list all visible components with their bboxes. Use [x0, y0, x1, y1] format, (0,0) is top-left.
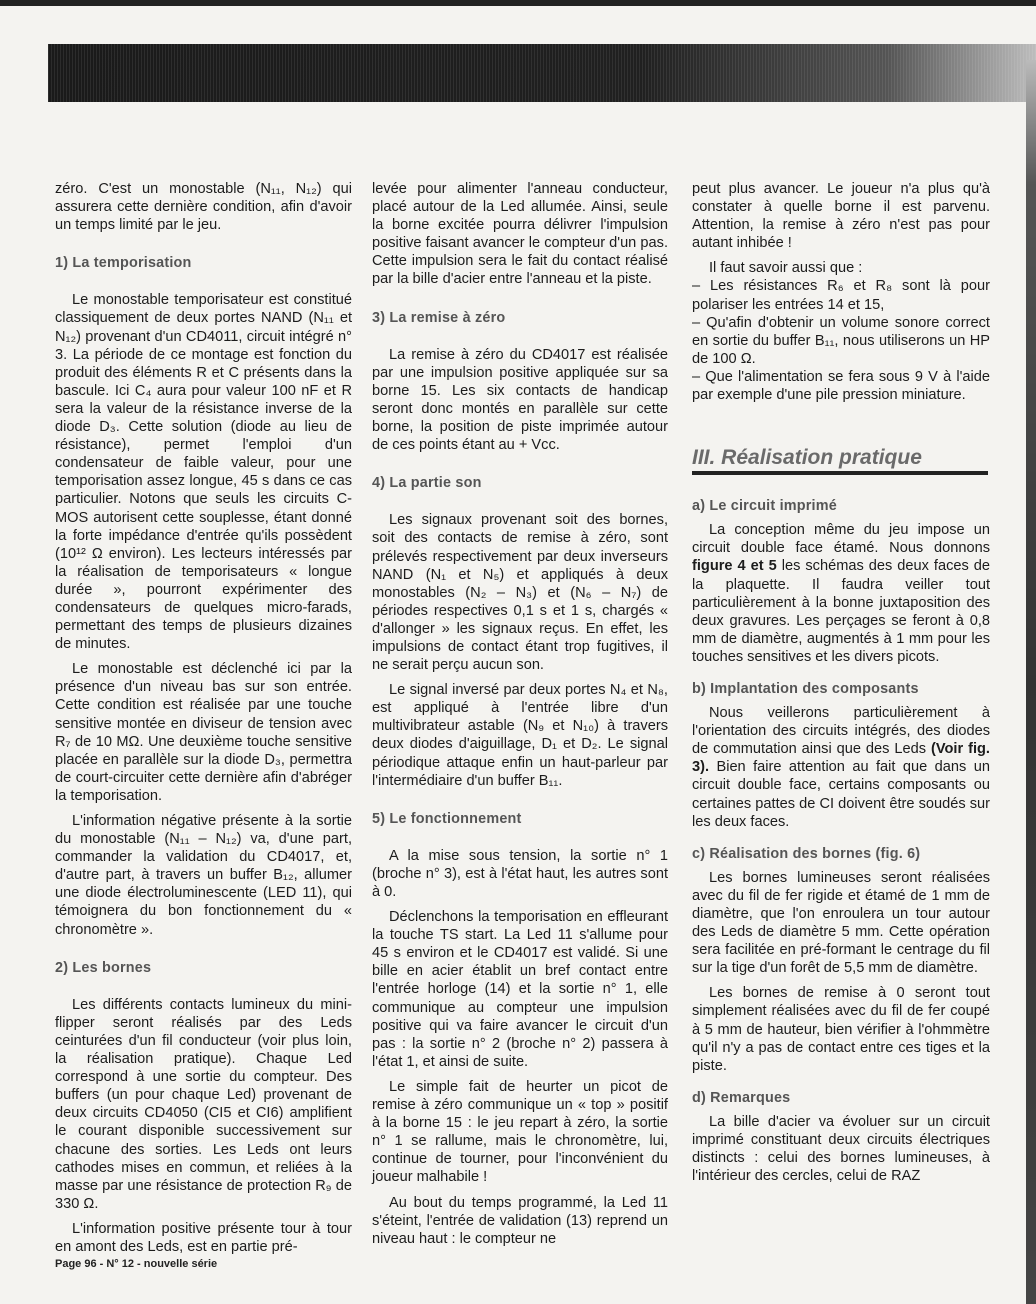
column-2: [372, 180, 668, 1255]
section-heading-bornes: 2) Les bornes: [55, 959, 152, 976]
paragraph: Le signal inversé par deux portes N₄ et N₈, est appliqué à l'entrée libre d'un multivibrateur astable (N₉ et N₁₀) à travers deux diodes d'aiguillage, D₁ et D₂. Le signal périodique attaque enfin un haut-parleur par l'intermédiaire d'un buffer B₁₁.: [372, 682, 668, 789]
paragraph: Il faut savoir aussi que :: [709, 260, 863, 277]
section-heading-remarques: d) Remarques: [692, 1089, 791, 1106]
list-item: – Les résistances R₆ et R₈ sont là pour polariser les entrées 14 et 15,: [692, 278, 990, 313]
paragraph: La remise à zéro du CD4017 est réalisée par une impulsion positive appliquée sur sa borne 15. Les six contacts de handicap seront donc montés en parallèle sur cette borne, la position de piste imprimée autour de ces points étant au + Vcc.: [372, 346, 668, 454]
header-banner-image: [48, 44, 1036, 102]
section-heading-remise-a-zero: 3) La remise à zéro: [372, 309, 506, 326]
figure-reference: figure 4 et 5: [692, 558, 777, 575]
paragraph: Le monostable temporisateur est constitué classiquement de deux portes NAND (N₁₁ et N₁₂) provenant d'un CD4011, circuit intégré n° 3. La période de ce montage est fonction du produit des éléments R et C présents dans la bascule. Ici C₄ aura pour valeur 100 nF et R sera la valeur de la résistance inverse de la diode D₃. Cette solution (diode au lieu de résistance), permet l'emploi d'un condensateur de faible valeur, pour une temporisation assez longue, 45 s dans ce cas particulier. Notons que seuls les circuits C-MOS autorisent cette souplesse, étant donné la forte impédance d'entrée qu'ils possèdent (10¹² Ω environ). Les lecteurs intéressés par la réalisation de temporisateurs « longue durée », pourront expérimenter des condensateurs de quelques micro-farads, permettant des temps de plusieurs dizaines de minutes.: [55, 292, 352, 653]
paragraph: peut plus avancer. Le joueur n'a plus qu'à constater à quelle borne il est parvenu. Attention, la remise à zéro n'est pas pour autant inhibée !: [692, 181, 990, 252]
figure-reference: (Voir fig. 3).: [692, 741, 990, 776]
page-footer: Page 96 - N° 12 - nouvelle série: [55, 1258, 218, 1270]
paragraph: Au bout du temps programmé, la Led 11 s'éteint, l'entrée de validation (13) reprend un niveau haut : le compteur ne: [372, 1194, 668, 1247]
section-heading-temporisation: 1) La temporisation: [55, 255, 192, 272]
paragraph: Le simple fait de heurter un picot de remise à zéro communique un « top » positif à la borne 15 : le jeu repart à zéro, la sortie n° 1 se rallume, mais le chronomètre, lui, continue de tourner, pour l'inconvénient du joueur malhabile !: [372, 1078, 668, 1186]
paragraph: zéro. C'est un monostable (N₁₁, N₁₂) qui assurera cette dernière condition, afin d'avoir un temps limité par le jeu.: [55, 181, 352, 234]
paragraph: Les différents contacts lumineux du mini-flipper seront réalisés par des Leds ceinturées d'un fil conducteur (voir plus loin, la réalisation pratique). Chaque Led correspond à une sortie du compteur. Des buffers (un pour chaque Led) provenant de deux circuits CD4050 (CI5 et CI6) amplifient le courant disponible successivement sur chacune des sorties. Les Leds ont leurs cathodes mises en commun, et reliées à la masse par une résistance de protection R₉ de 330 Ω.: [55, 996, 352, 1212]
paragraph: Le monostable est déclenché ici par la présence d'un niveau bas sur son entrée. Cette condition est réalisée par une touche sensitive montée en diviseur de tension avec R₇ de 10 MΩ. Une deuxième touche sensitive placée en parallèle sur la diode D₃, permettra de court-circuiter cette dernière afin d'abréger la temporisation.: [55, 661, 352, 804]
paragraph: levée pour alimenter l'anneau conducteur, placé autour de la Led allumée. Ainsi, seule la borne excitée pourra délivrer l'impulsion positive faisant avancer le compteur d'un pas. Cette impulsion sera le fait du contact réalisé par la bille d'acier entre l'anneau et la piste.: [372, 181, 668, 288]
section-heading-fonctionnement: 5) Le fonctionnement: [372, 810, 522, 827]
paragraph: Déclenchons la temporisation en effleurant la touche TS start. La Led 11 s'allume pour 45 s environ et le CD4017 est validé. Si une bille en acier établit un bref contact entre l'entrée horloge (14) et la sortie n° 1, elle communique au compteur une impulsion positive qui va faire avancer le circuit d'un pas : la sortie n° 2 (broche n° 2) passera à l'état 1, et ainsi de suite.: [372, 909, 668, 1070]
paragraph: Les signaux provenant soit des bornes, soit des contacts de remise à zéro, sont prélevés respectivement par deux inverseurs NAND (N₁ et N₅) et appliqués à deux monostables (N₂ – N₃) et (N₆ – N₇) de périodes respectives 0,1 s et 1 s, chargés « d'allonger » les signaux reçus. En effet, les impulsions de contact étant trop fugitives, il ne serait perçu aucun son.: [372, 512, 668, 674]
paragraph: Les bornes de remise à 0 seront tout simplement réalisées avec du fil de fer coupé à 5 mm de hauteur, bien vérifier à l'ohmmètre qu'il n'y a pas de contact entre ces tiges et la piste.: [692, 985, 990, 1074]
section-heading-implantation: b) Implantation des composants: [692, 680, 919, 697]
column-3: [692, 180, 990, 1192]
paragraph: L'information négative présente à la sortie du monostable (N₁₁ – N₁₂) va, d'une part, commander la validation du CD4017, et, d'autre part, à travers un buffer B₁₂, allumer une diode électroluminescente (LED 11), qui témoignera du bon fonctionnement du « chronomètre ».: [55, 813, 352, 938]
text-run: Bien faire attention au fait que dans un circuit double face, certains composants ou certaines pattes de CI doivent être soudés sur les deux faces.: [692, 759, 990, 830]
section-heading-partie-son: 4) La partie son: [372, 475, 482, 492]
paragraph: [692, 704, 990, 831]
paragraph: [692, 521, 990, 666]
section-heading-circuit-imprime: a) Le circuit imprimé: [692, 498, 837, 515]
text-run: Nous veillerons particulièrement à l'orientation des circuits intégrés, des diodes de commutation ainsi que des Leds: [692, 705, 990, 758]
list-item: – Que l'alimentation se fera sous 9 V à l'aide par exemple d'une pile pression miniature.: [692, 368, 990, 404]
section-heading-bornes-fig6: c) Réalisation des bornes (fig. 6): [692, 845, 921, 862]
page-edge-shadow: [1026, 60, 1036, 1304]
paragraph: Les bornes lumineuses seront réalisées avec du fil de fer rigide et étamé de 1 mm de diamètre, que l'on enroulera un tour autour des Leds de diamètre 5 mm. Cette opération sera facilitée en pré-formant le centrage du fil sur la tige d'un forêt de 5,5 mm de diamètre.: [692, 869, 990, 977]
list-item: – Qu'afin d'obtenir un volume sonore correct en sortie du buffer B₁₁, nous utiliserons un HP de 100 Ω.: [692, 314, 990, 367]
paragraph: L'information positive présente tour à tour en amont des Leds, est en partie pré-: [55, 1220, 352, 1255]
text-run: La conception même du jeu impose un circuit double face étamé. Nous donnons: [692, 522, 990, 557]
major-section-title: III. Réalisation pratique: [692, 446, 988, 475]
text-run: les schémas des deux faces de la plaquette. Il faudra veiller tout particulièrement à la bonne juxtaposition des deux gravures. Les perçages se feront à 0,8 mm de diamètre, augmentés à 1 mm pour les touches sensitives et les divers picots.: [692, 558, 990, 665]
column-1: [55, 180, 352, 1263]
paragraph: A la mise sous tension, la sortie n° 1 (broche n° 3), est à l'état haut, les autres sont à 0.: [372, 847, 668, 900]
paragraph: La bille d'acier va évoluer sur un circuit imprimé constituant deux circuits électriques distincts : celui des bornes lumineuses, à l'intérieur des cercles, celui de RAZ: [692, 1113, 990, 1185]
top-rule: [0, 0, 1036, 6]
